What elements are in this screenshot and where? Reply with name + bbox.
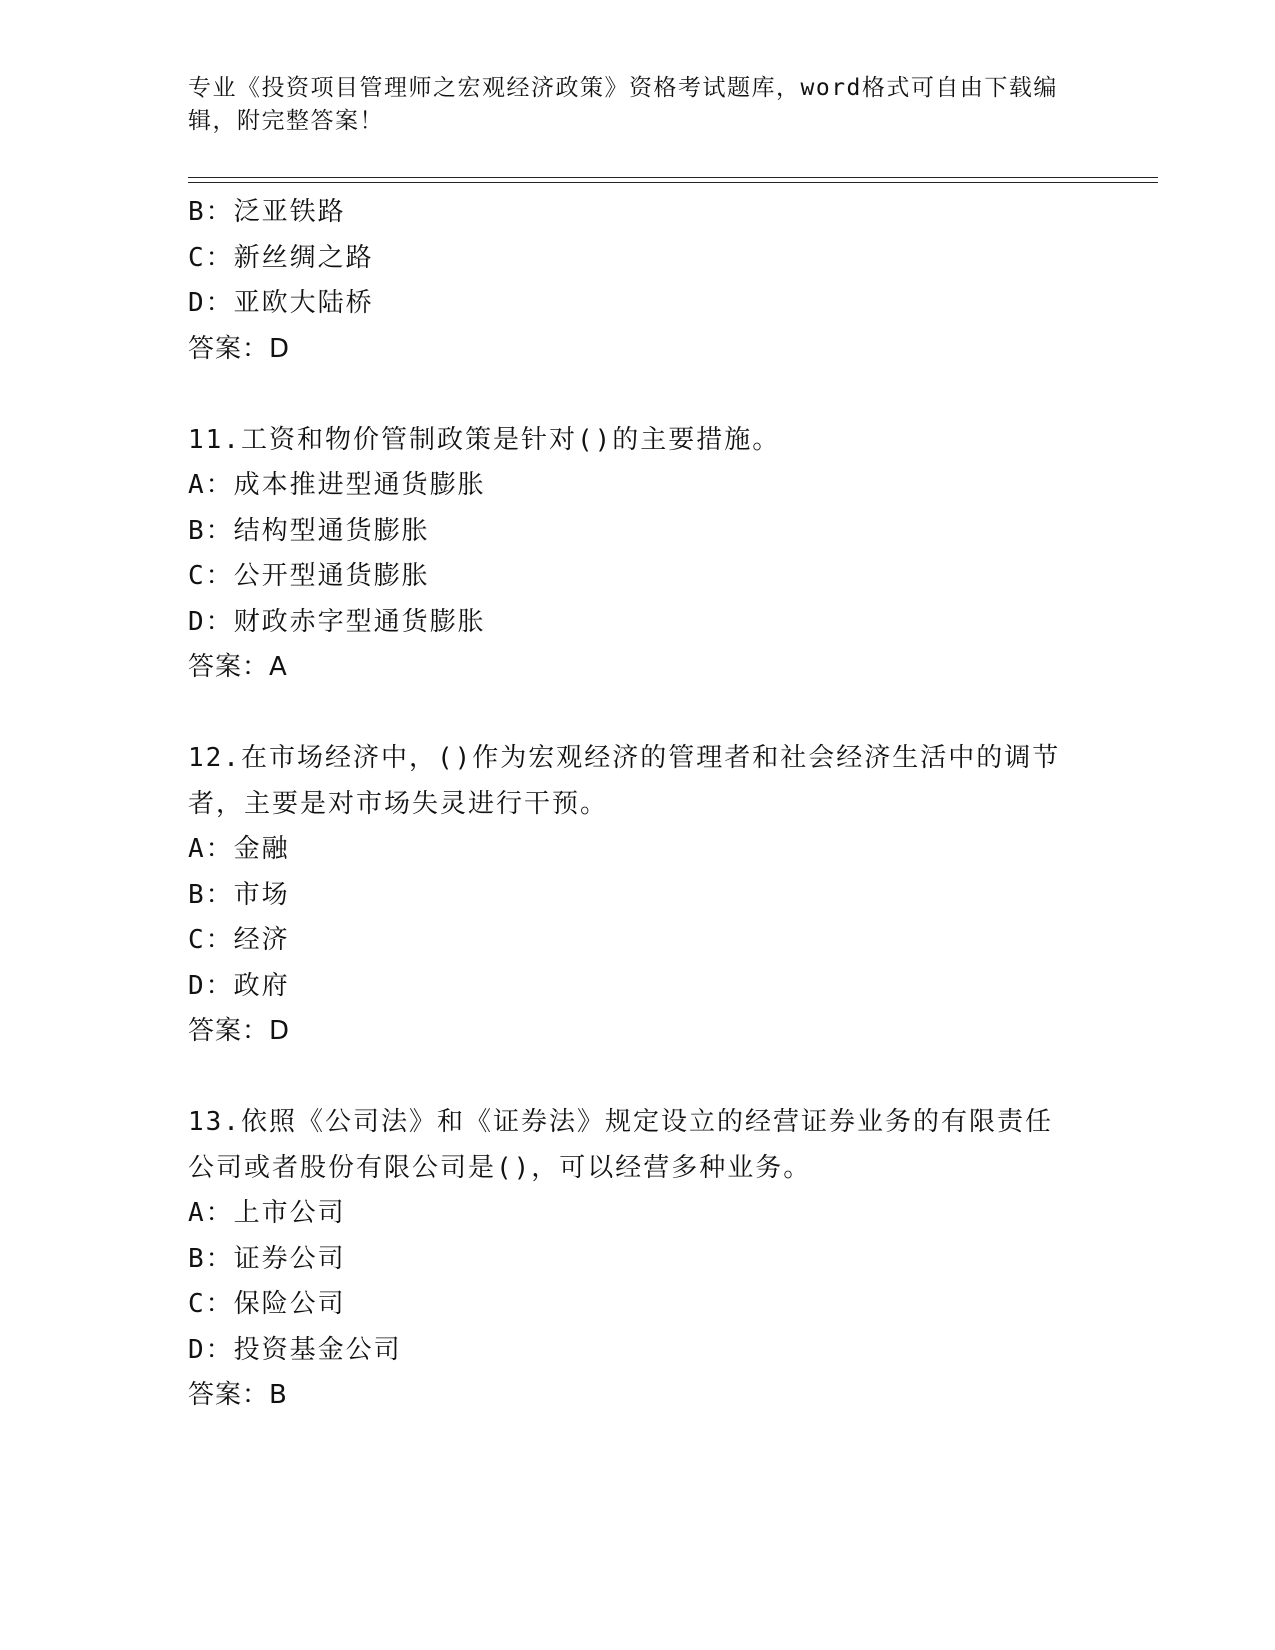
- header-line-1: 专业《投资项目管理师之宏观经济政策》资格考试题库，word格式可自由下载编: [188, 75, 1058, 101]
- document-header: [188, 72, 1068, 138]
- question-11: [188, 418, 1088, 691]
- answer-line: 答案：A: [188, 652, 288, 682]
- option-d: D：财政赤字型通货膨胀: [188, 606, 486, 637]
- option-b: B：泛亚铁路: [188, 197, 346, 227]
- header-line-2: 辑，附完整答案！: [188, 108, 384, 134]
- option-b: B：证券公司: [188, 1243, 346, 1274]
- header-divider-bottom: [188, 182, 1158, 183]
- option-c: C：经济: [188, 925, 290, 955]
- spacer: [188, 1055, 1088, 1101]
- option-c: C：公开型通货膨胀: [188, 561, 430, 591]
- question-text: 11.工资和物价管制政策是针对()的主要措施。: [188, 424, 781, 455]
- option-b: B：市场: [188, 879, 290, 910]
- prev-question-block: [188, 190, 1088, 372]
- question-list: [188, 190, 1088, 1419]
- option-c: C：保险公司: [188, 1289, 346, 1319]
- option-d: D：投资基金公司: [188, 1334, 402, 1365]
- question-13: [188, 1100, 1088, 1419]
- option-b: B：结构型通货膨胀: [188, 515, 430, 546]
- answer-line: 答案：D: [188, 333, 291, 364]
- question-12: [188, 736, 1088, 1055]
- answer-line: 答案：B: [188, 1380, 288, 1410]
- option-c: C：新丝绸之路: [188, 242, 374, 273]
- option-a: A：上市公司: [188, 1198, 346, 1228]
- header-divider-top: [188, 177, 1158, 178]
- option-d: D：政府: [188, 970, 290, 1001]
- question-text-line-1: 13.依照《公司法》和《证券法》规定设立的经营证券业务的有限责任: [188, 1107, 1053, 1137]
- option-a: A：金融: [188, 834, 290, 864]
- spacer: [188, 691, 1088, 737]
- spacer: [188, 372, 1088, 418]
- option-a: A：成本推进型通货膨胀: [188, 470, 486, 500]
- answer-line: 答案：D: [188, 1016, 291, 1046]
- question-text-line-2: 公司或者股份有限公司是()，可以经营多种业务。: [188, 1152, 812, 1183]
- question-text-line-2: 者，主要是对市场失灵进行干预。: [188, 788, 609, 819]
- question-text-line-1: 12.在市场经济中，()作为宏观经济的管理者和社会经济生活中的调节: [188, 743, 1061, 773]
- option-d: D：亚欧大陆桥: [188, 288, 374, 318]
